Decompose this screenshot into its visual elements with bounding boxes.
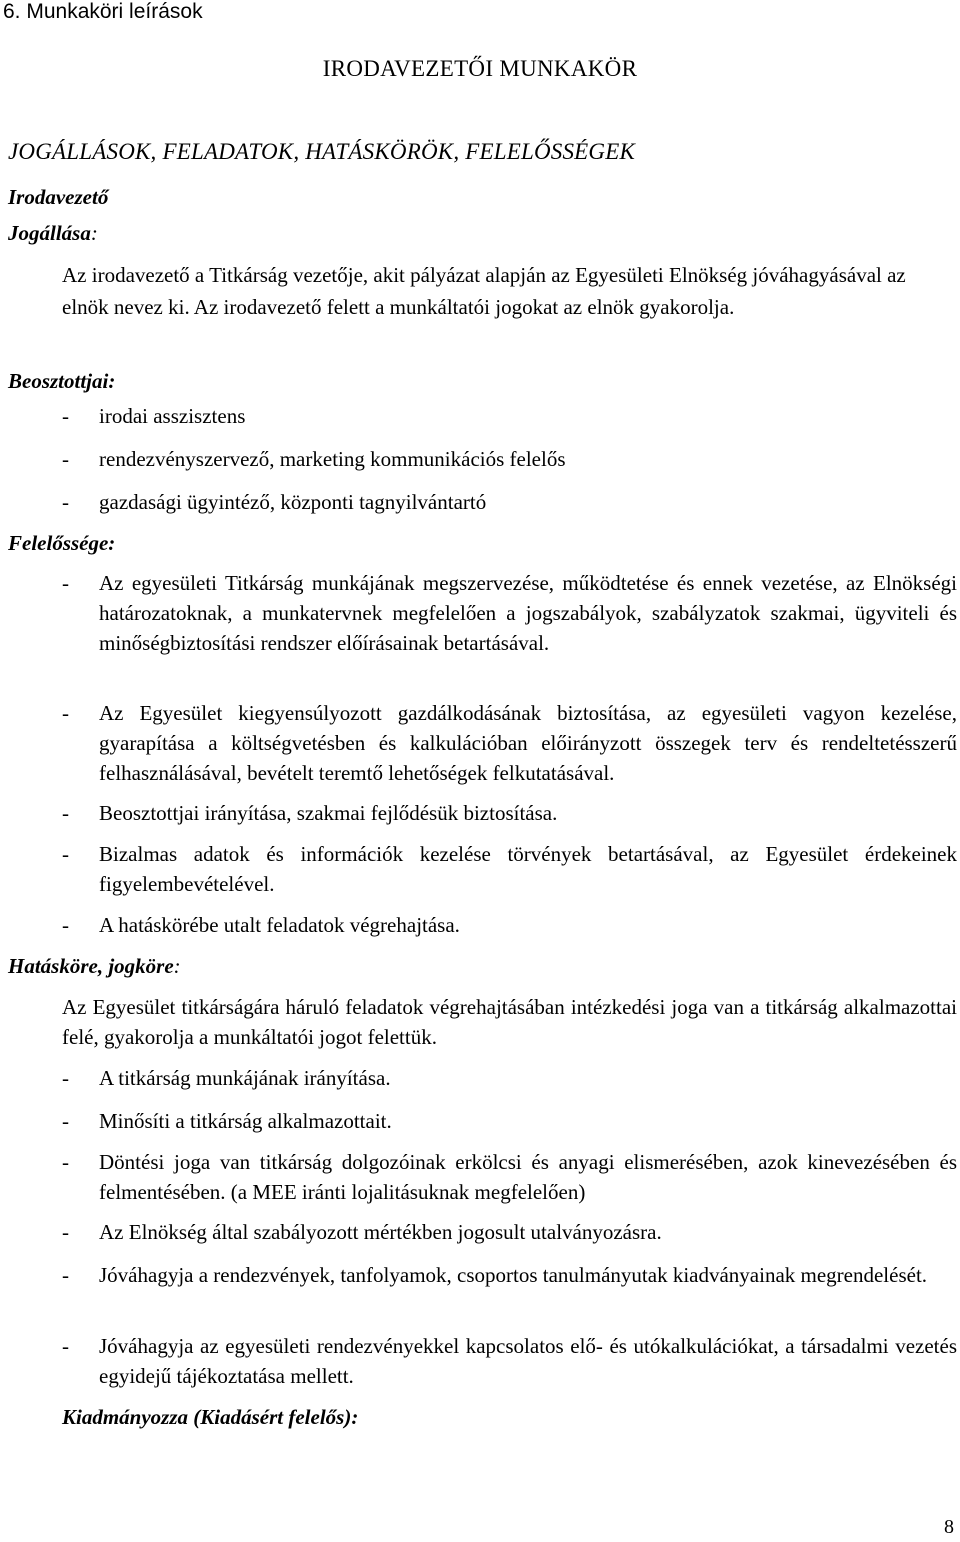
list-item bbox=[62, 1106, 957, 1136]
jogallasa-label bbox=[8, 218, 98, 248]
dash-marker: - bbox=[62, 913, 69, 937]
list-item bbox=[62, 798, 957, 828]
felelossege-label: Felelőssége: bbox=[8, 531, 116, 555]
list-item bbox=[62, 910, 957, 940]
list-item bbox=[62, 1063, 957, 1093]
list-item bbox=[62, 839, 957, 899]
dash-marker: - bbox=[62, 701, 69, 725]
jogallasa-text: Az irodavezető a Titkárság vezetője, akit pályázat alapján az Egyesületi Elnökség jóváhagyásával az elnök nevez ki. Az irodavezető felett a munkáltatói jogokat az elnök gyakorolja. bbox=[62, 263, 906, 319]
list-item bbox=[62, 444, 957, 474]
list-item-text: irodai asszisztens bbox=[99, 404, 246, 428]
dash-marker: - bbox=[62, 1109, 69, 1133]
hataskore-text: Az Egyesület titkárságára háruló feladatok végrehajtásában intézkedési joga van a titkárság alkalmazottai felé, gyakorolja a munkáltatói jogot felettük. bbox=[62, 995, 957, 1049]
list-item-text: Az Egyesület kiegyensúlyozott gazdálkodásának biztosítása, az egyesületi vagyon kezelése, gyarapítása a költségvetésben és kalkulációban előirányzott összegek terv és rendeltetésszerű felhasználásával, bevételt teremtő lehetőségek felkutatásával. bbox=[99, 701, 957, 785]
dash-marker: - bbox=[62, 1066, 69, 1090]
list-item-text: Az Elnökség által szabályozott mértékben jogosult utalványozásra. bbox=[99, 1220, 662, 1244]
list-item bbox=[62, 1331, 957, 1391]
list-item-text: Az egyesületi Titkárság munkájának megszervezése, működtetése és ennek vezetése, az Elnökségi határozatoknak, a munkatervnek megfelelően a jogszabályok, szabályzatok szakmai, ügyviteli és minőségbiztosítási rendszer előírásainak betartásával. bbox=[99, 571, 957, 655]
list-item bbox=[62, 401, 957, 431]
role-label: Irodavezető bbox=[8, 185, 109, 209]
hataskore-colon: : bbox=[173, 954, 181, 978]
section-title: 6. Munkaköri leírások bbox=[3, 0, 203, 23]
dash-marker: - bbox=[62, 404, 69, 428]
dash-marker: - bbox=[62, 801, 69, 825]
dash-marker: - bbox=[62, 842, 69, 866]
dash-marker: - bbox=[62, 1263, 69, 1287]
list-item bbox=[62, 568, 957, 658]
kiadmanyozza-label: Kiadmányozza (Kiadásért felelős): bbox=[62, 1405, 359, 1429]
jogallasa-colon: : bbox=[90, 221, 98, 245]
subtitle-heading: JOGÁLLÁSOK, FELADATOK, HATÁSKÖRÖK, FELELŐSSÉGEK bbox=[8, 139, 636, 164]
list-item-text: Döntési joga van titkárság dolgozóinak erkölcsi és anyagi elismerésében, azok kinevezésében és felmentésében. (a MEE iránti lojalitásuknak megfelelően) bbox=[99, 1150, 957, 1204]
list-item bbox=[62, 1147, 957, 1207]
list-item bbox=[62, 1217, 957, 1247]
dash-marker: - bbox=[62, 571, 69, 595]
list-item-text: gazdasági ügyintéző, központi tagnyilvántartó bbox=[99, 490, 487, 514]
list-item-text: Beosztottjai irányítása, szakmai fejlődésük biztosítása. bbox=[99, 801, 558, 825]
job-title: IRODAVEZETŐI MUNKAKÖR bbox=[322, 56, 638, 81]
list-item bbox=[62, 698, 957, 788]
page-number: 8 bbox=[944, 1516, 954, 1538]
list-item-text: A hatáskörébe utalt feladatok végrehajtása. bbox=[99, 913, 460, 937]
beosztottjai-label: Beosztottjai: bbox=[8, 369, 116, 393]
dash-marker: - bbox=[62, 1334, 69, 1358]
jogallasa-label-text: Jogállása bbox=[8, 221, 91, 245]
dash-marker: - bbox=[62, 1150, 69, 1174]
dash-marker: - bbox=[62, 447, 69, 471]
list-item-text: rendezvényszervező, marketing kommunikációs felelős bbox=[99, 447, 566, 471]
dash-marker: - bbox=[62, 1220, 69, 1244]
list-item-text: Jóváhagyja a rendezvények, tanfolyamok, csoportos tanulmányutak kiadványainak megrendelését. bbox=[99, 1263, 928, 1287]
list-item-text: Minősíti a titkárság alkalmazottait. bbox=[99, 1109, 392, 1133]
list-item-text: Jóváhagyja az egyesületi rendezvényekkel kapcsolatos elő- és utókalkulációkat, a társadalmi vezetés egyidejű tájékoztatása mellett. bbox=[99, 1334, 957, 1388]
list-item-text: Bizalmas adatok és információk kezelése törvények betartásával, az Egyesület érdekeinek figyelembevételével. bbox=[99, 842, 957, 896]
dash-marker: - bbox=[62, 490, 69, 514]
hataskore-label bbox=[8, 951, 181, 981]
hataskore-label-text: Hatásköre, jogköre bbox=[8, 954, 174, 978]
list-item bbox=[62, 1260, 957, 1290]
list-item-text: A titkárság munkájának irányítása. bbox=[99, 1066, 391, 1090]
list-item bbox=[62, 487, 957, 517]
